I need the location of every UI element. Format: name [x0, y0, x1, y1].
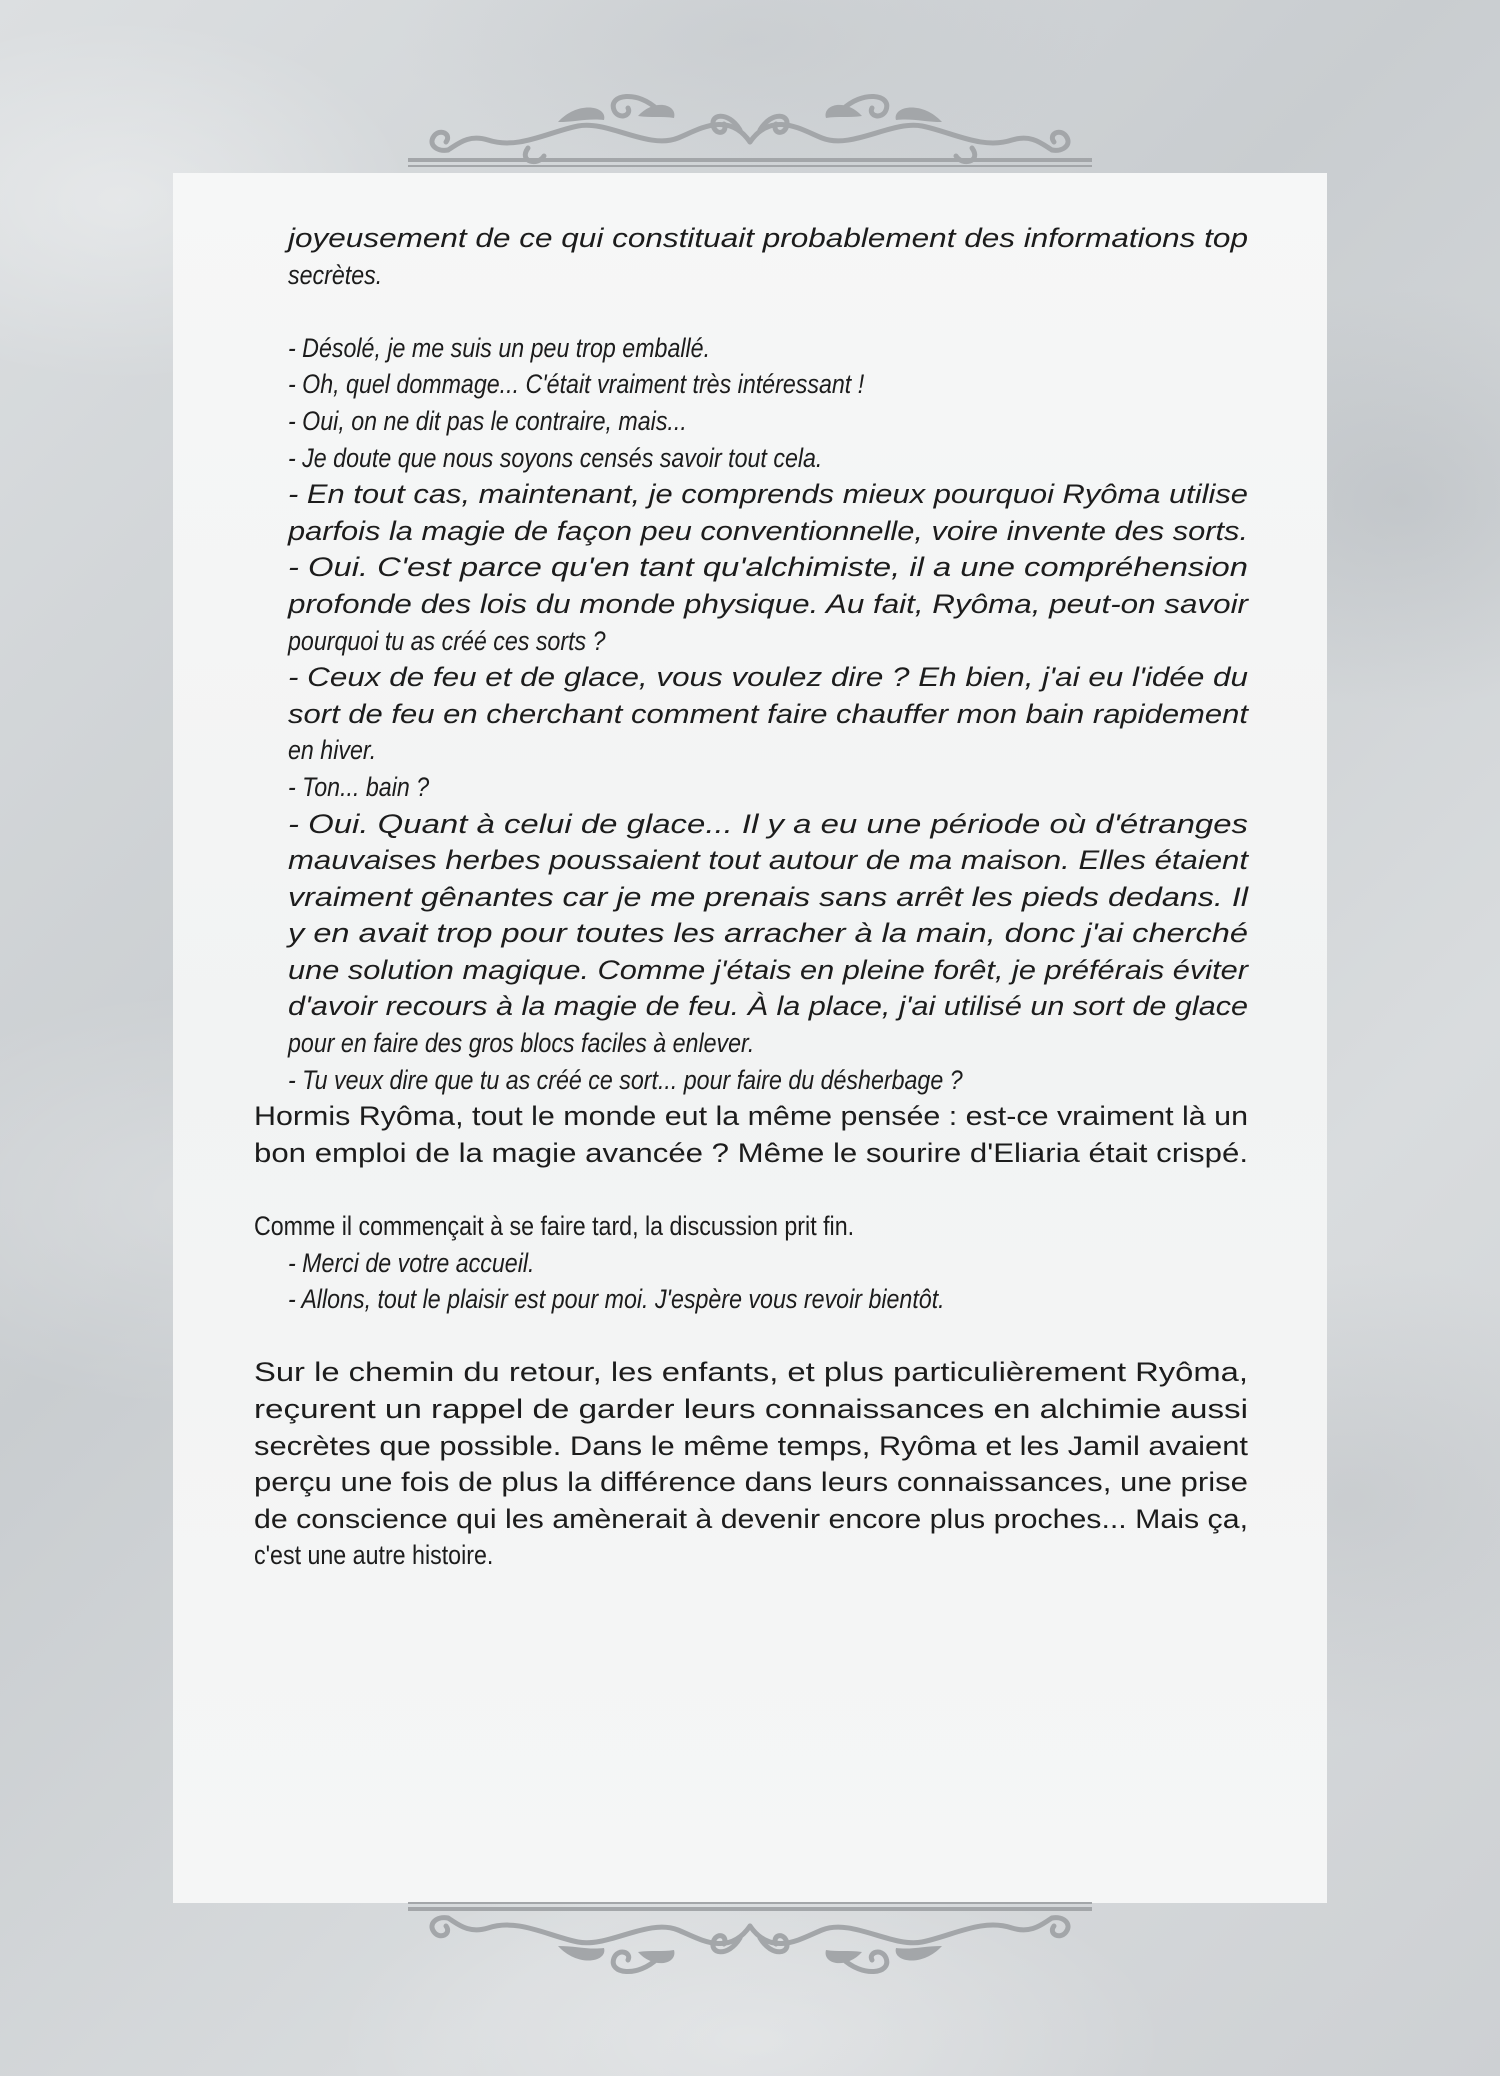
line-text: - Oui, on ne dit pas le contraire, mais...	[288, 405, 687, 436]
line-text: pourquoi tu as créé ces sorts ?	[288, 625, 606, 656]
dialogue-line	[254, 842, 1248, 879]
dialogue-line	[254, 623, 1248, 660]
line-text: secrètes.	[288, 259, 383, 290]
document-body	[254, 220, 1248, 1574]
flourish-icon	[408, 1898, 1092, 1998]
scroll-ornament-bottom	[408, 1898, 1092, 1998]
dialogue-line	[254, 330, 1248, 367]
line-text: - Allons, tout le plaisir est pour moi. J'espère vous revoir bientôt.	[288, 1284, 945, 1315]
line-text: une solution magique. Comme j'étais en pleine forêt, je préférais éviter	[288, 954, 1248, 985]
narration-line	[254, 1354, 1248, 1391]
line-text: - Merci de votre accueil.	[288, 1247, 535, 1278]
dialogue-line	[254, 220, 1248, 257]
narration-line	[254, 1428, 1248, 1465]
line-text: - Ton... bain ?	[288, 771, 430, 802]
line-text: Sur le chemin du retour, les enfants, et plus particulièrement Ryôma,	[254, 1357, 1248, 1388]
dialogue-line	[254, 366, 1248, 403]
line-text: secrètes que possible. Dans le même temps, Ryôma et les Jamil avaient	[254, 1430, 1248, 1461]
dialogue-line	[254, 696, 1248, 733]
line-text: - Désolé, je me suis un peu trop emballé.	[288, 332, 711, 363]
narration-line	[254, 1098, 1248, 1135]
dialogue-line	[254, 1245, 1248, 1282]
dialogue-line	[254, 988, 1248, 1025]
blank-line	[254, 293, 1248, 330]
line-text: - Oh, quel dommage... C'était vraiment très intéressant !	[288, 369, 865, 400]
line-text: vraiment gênantes car je me prenais sans arrêt les pieds dedans. Il	[288, 881, 1248, 912]
blank-line	[254, 1318, 1248, 1355]
dialogue-line	[254, 806, 1248, 843]
dialogue-line	[254, 1062, 1248, 1099]
line-text: Comme il commençait à se faire tard, la discussion prit fin.	[254, 1211, 855, 1242]
dialogue-line	[254, 952, 1248, 989]
dialogue-line	[254, 915, 1248, 952]
line-text: d'avoir recours à la magie de feu. À la place, j'ai utilisé un sort de glace	[288, 991, 1248, 1022]
line-text: pour en faire des gros blocs faciles à enlever.	[288, 1028, 755, 1059]
line-text: perçu une fois de plus la différence dans leurs connaissances, une prise	[254, 1467, 1248, 1498]
line-text: - Je doute que nous soyons censés savoir tout cela.	[288, 442, 823, 473]
line-text: profonde des lois du monde physique. Au fait, Ryôma, peut-on savoir	[288, 588, 1248, 619]
narration-line	[254, 1135, 1248, 1172]
narration-line	[254, 1391, 1248, 1428]
narration-line	[254, 1464, 1248, 1501]
dialogue-line	[254, 440, 1248, 477]
line-text: mauvaises herbes poussaient tout autour de ma maison. Elles étaient	[288, 845, 1248, 876]
flourish-icon	[408, 70, 1092, 170]
dialogue-line	[254, 732, 1248, 769]
dialogue-line	[254, 257, 1248, 294]
line-text: - Tu veux dire que tu as créé ce sort... pour faire du désherbage ?	[288, 1064, 963, 1095]
line-text: en hiver.	[288, 735, 377, 766]
line-text: - En tout cas, maintenant, je comprends mieux pourquoi Ryôma utilise	[288, 479, 1248, 510]
dialogue-line	[254, 879, 1248, 916]
dialogue-line	[254, 403, 1248, 440]
dialogue-line	[254, 1025, 1248, 1062]
dialogue-line	[254, 549, 1248, 586]
dialogue-line	[254, 476, 1248, 513]
blank-line	[254, 1171, 1248, 1208]
line-text: joyeusement de ce qui constituait probablement des informations top	[288, 223, 1248, 253]
scroll-ornament-top	[408, 70, 1092, 170]
dialogue-line	[254, 659, 1248, 696]
line-text: - Oui. Quant à celui de glace... Il y a eu une période où d'étranges	[288, 808, 1248, 839]
dialogue-line	[254, 586, 1248, 623]
line-text: - Ceux de feu et de glace, vous voulez dire ? Eh bien, j'ai eu l'idée du	[288, 662, 1248, 693]
line-text: y en avait trop pour toutes les arracher à la main, donc j'ai cherché	[288, 918, 1248, 949]
dialogue-line	[254, 769, 1248, 806]
dialogue-line	[254, 513, 1248, 550]
line-text: bon emploi de la magie avancée ? Même le sourire d'Eliaria était crispé.	[254, 1137, 1248, 1168]
line-text: parfois la magie de façon peu conventionnelle, voire invente des sorts.	[288, 515, 1248, 546]
line-text: Hormis Ryôma, tout le monde eut la même pensée : est-ce vraiment là un	[254, 1101, 1248, 1132]
line-text: - Oui. C'est parce qu'en tant qu'alchimiste, il a une compréhension	[288, 552, 1248, 583]
line-text: reçurent un rappel de garder leurs connaissances en alchimie aussi	[254, 1394, 1248, 1424]
dialogue-line	[254, 1281, 1248, 1318]
narration-line	[254, 1501, 1248, 1538]
narration-line	[254, 1537, 1248, 1574]
line-text: de conscience qui les amènerait à devenir encore plus proches... Mais ça,	[254, 1503, 1248, 1534]
line-text: c'est une autre histoire.	[254, 1540, 494, 1571]
line-text: sort de feu en cherchant comment faire chauffer mon bain rapidement	[288, 698, 1248, 729]
narration-line	[254, 1208, 1248, 1245]
